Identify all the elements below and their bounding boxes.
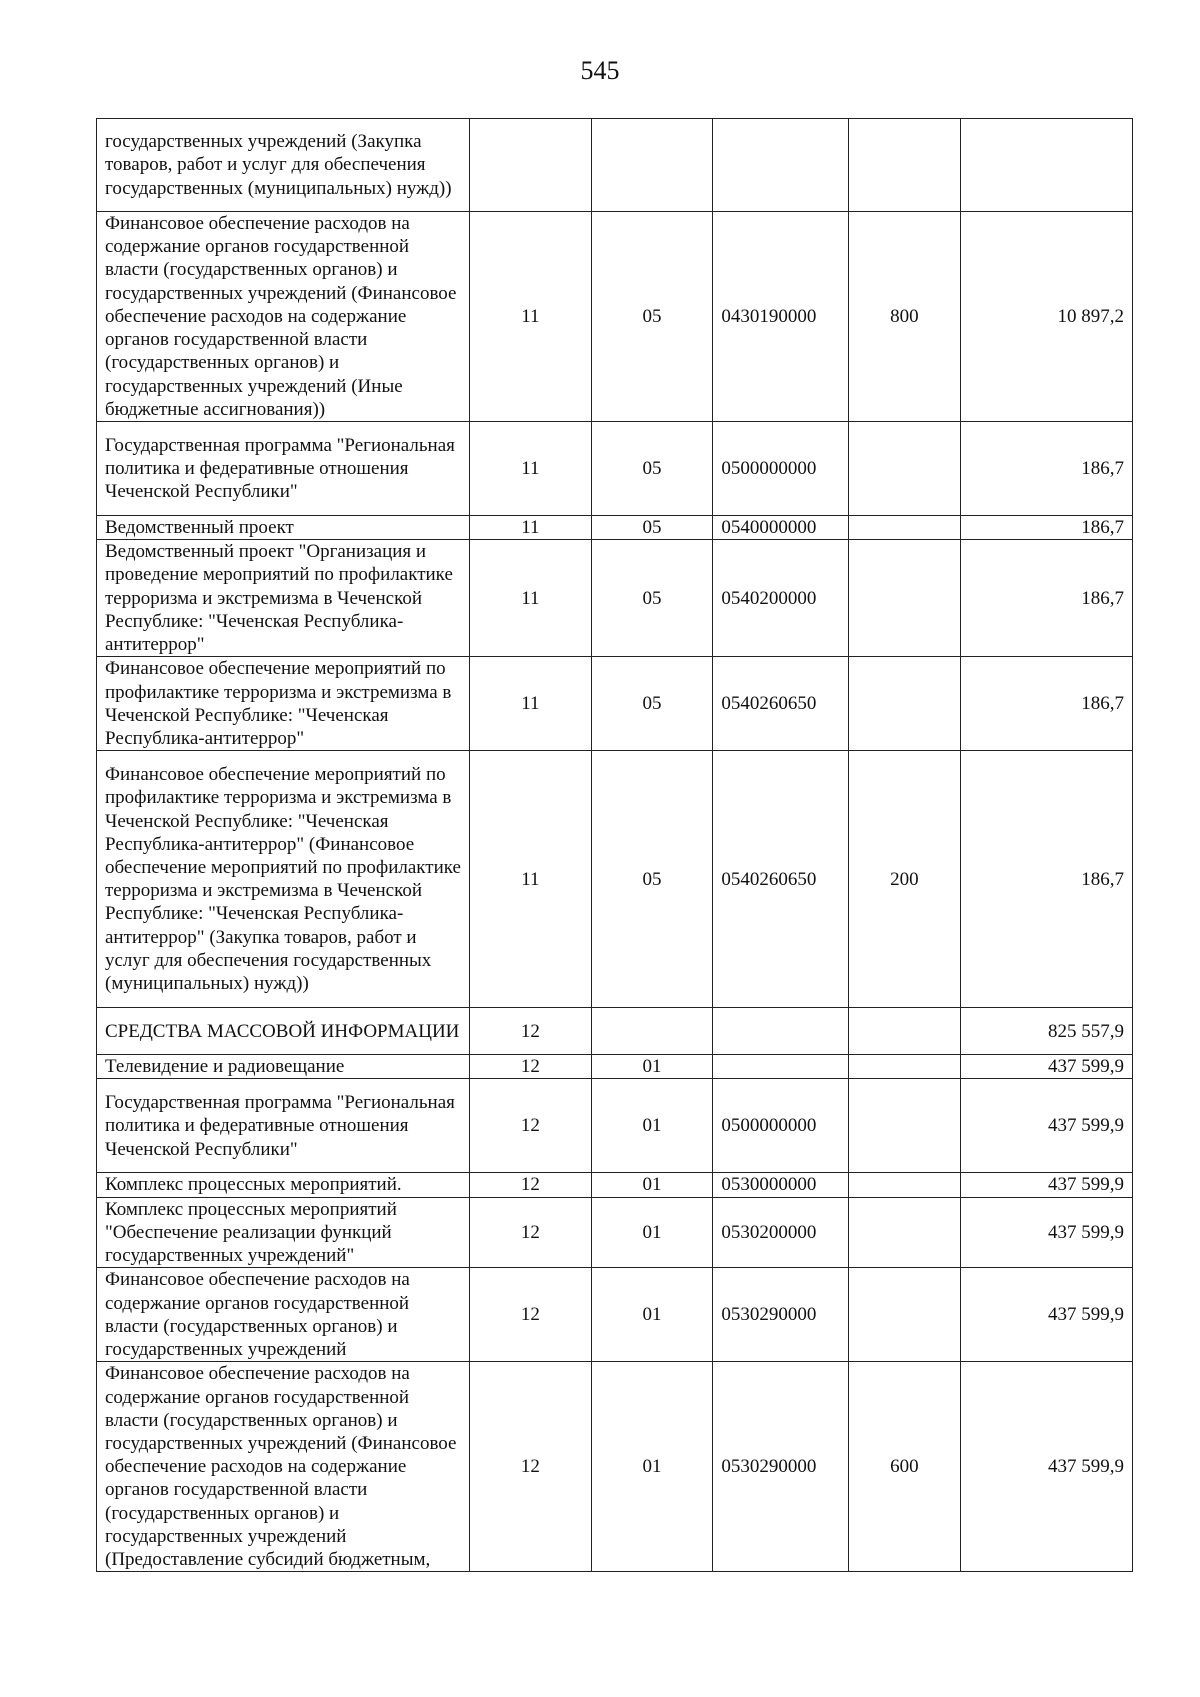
row-subsection: 01 <box>591 1268 713 1362</box>
row-expense-type <box>849 1055 961 1079</box>
row-expense-type <box>849 1008 961 1055</box>
row-name: Государственная программа "Региональная политика и федеративные отношения Чеченской Республики" <box>97 1079 470 1173</box>
row-target-article: 0540260650 <box>713 751 849 1008</box>
row-amount: 186,7 <box>960 516 1132 540</box>
budget-table <box>96 118 1133 1572</box>
row-target-article <box>713 1008 849 1055</box>
table-row <box>97 119 1133 212</box>
row-target-article: 0530290000 <box>713 1362 849 1572</box>
row-name: Ведомственный проект "Организация и проведение мероприятий по профилактике терроризма и экстремизма в Чеченской Республике: "Чеченская Республика-антитеррор" <box>97 540 470 657</box>
table-row <box>97 422 1133 516</box>
table-row <box>97 1173 1133 1197</box>
row-target-article <box>713 1055 849 1079</box>
row-subsection: 05 <box>591 657 713 751</box>
row-name: Ведомственный проект <box>97 516 470 540</box>
row-name: Финансовое обеспечение расходов на содержание органов государственной власти (государственных органов) и государственных учреждений (Финансовое обеспечение расходов на содержание органов государственной власти (государственных органов) и государственных учреждений (Иные бюджетные ассигнования)) <box>97 212 470 422</box>
row-section: 12 <box>470 1268 592 1362</box>
budget-table-body <box>97 119 1133 1572</box>
table-row <box>97 657 1133 751</box>
row-subsection <box>591 1008 713 1055</box>
row-expense-type <box>849 1268 961 1362</box>
row-subsection: 01 <box>591 1079 713 1173</box>
row-expense-type <box>849 422 961 516</box>
row-subsection: 05 <box>591 516 713 540</box>
row-subsection: 05 <box>591 422 713 516</box>
row-target-article: 0530200000 <box>713 1197 849 1268</box>
row-section: 11 <box>470 212 592 422</box>
row-section: 11 <box>470 657 592 751</box>
row-subsection: 05 <box>591 540 713 657</box>
row-expense-type <box>849 119 961 212</box>
table-row <box>97 1197 1133 1268</box>
row-expense-type <box>849 1173 961 1197</box>
table-row <box>97 1362 1133 1572</box>
row-target-article: 0540200000 <box>713 540 849 657</box>
row-section: 11 <box>470 751 592 1008</box>
row-amount: 437 599,9 <box>960 1173 1132 1197</box>
row-name: Комплекс процессных мероприятий. <box>97 1173 470 1197</box>
row-amount: 437 599,9 <box>960 1197 1132 1268</box>
table-row <box>97 1055 1133 1079</box>
row-amount: 186,7 <box>960 422 1132 516</box>
row-amount: 437 599,9 <box>960 1079 1132 1173</box>
row-section: 11 <box>470 540 592 657</box>
row-section: 12 <box>470 1079 592 1173</box>
row-amount: 437 599,9 <box>960 1268 1132 1362</box>
row-amount: 186,7 <box>960 540 1132 657</box>
row-section: 12 <box>470 1197 592 1268</box>
row-expense-type: 600 <box>849 1362 961 1572</box>
row-expense-type <box>849 1197 961 1268</box>
page-number: 545 <box>580 56 620 85</box>
row-expense-type <box>849 657 961 751</box>
row-amount: 186,7 <box>960 751 1132 1008</box>
row-name: Государственная программа "Региональная политика и федеративные отношения Чеченской Республики" <box>97 422 470 516</box>
row-target-article: 0430190000 <box>713 212 849 422</box>
table-row <box>97 1008 1133 1055</box>
row-section: 12 <box>470 1008 592 1055</box>
row-amount <box>960 119 1132 212</box>
row-amount: 437 599,9 <box>960 1055 1132 1079</box>
row-target-article: 0530290000 <box>713 1268 849 1362</box>
table-row <box>97 1079 1133 1173</box>
table-row <box>97 751 1133 1008</box>
row-amount: 10 897,2 <box>960 212 1132 422</box>
row-name: государственных учреждений (Закупка товаров, работ и услуг для обеспечения государственных (муниципальных) нужд)) <box>97 119 470 212</box>
row-subsection: 01 <box>591 1173 713 1197</box>
row-subsection: 05 <box>591 212 713 422</box>
row-target-article: 0500000000 <box>713 1079 849 1173</box>
row-subsection: 01 <box>591 1197 713 1268</box>
row-subsection <box>591 119 713 212</box>
row-section: 11 <box>470 516 592 540</box>
row-name: Финансовое обеспечение расходов на содержание органов государственной власти (государственных органов) и государственных учреждений <box>97 1268 470 1362</box>
row-section: 11 <box>470 422 592 516</box>
row-subsection: 01 <box>591 1055 713 1079</box>
table-row <box>97 212 1133 422</box>
row-subsection: 05 <box>591 751 713 1008</box>
row-name: Телевидение и радиовещание <box>97 1055 470 1079</box>
row-target-article: 0540000000 <box>713 516 849 540</box>
table-row <box>97 1268 1133 1362</box>
row-expense-type <box>849 540 961 657</box>
row-expense-type <box>849 1079 961 1173</box>
row-name: Финансовое обеспечение мероприятий по профилактике терроризма и экстремизма в Чеченской Республике: "Чеченская Республика-антитеррор" <box>97 657 470 751</box>
table-row <box>97 540 1133 657</box>
row-expense-type: 200 <box>849 751 961 1008</box>
row-target-article: 0540260650 <box>713 657 849 751</box>
row-section: 12 <box>470 1173 592 1197</box>
row-name: Комплекс процессных мероприятий "Обеспечение реализации функций государственных учреждений" <box>97 1197 470 1268</box>
row-name: Финансовое обеспечение расходов на содержание органов государственной власти (государственных органов) и государственных учреждений (Финансовое обеспечение расходов на содержание органов государственной власти (государственных органов) и государственных учреждений (Предоставление субсидий бюджетным, <box>97 1362 470 1572</box>
row-target-article: 0530000000 <box>713 1173 849 1197</box>
row-amount: 437 599,9 <box>960 1362 1132 1572</box>
row-section: 12 <box>470 1055 592 1079</box>
row-section <box>470 119 592 212</box>
row-section: 12 <box>470 1362 592 1572</box>
row-target-article: 0500000000 <box>713 422 849 516</box>
row-target-article <box>713 119 849 212</box>
row-expense-type: 800 <box>849 212 961 422</box>
row-name: СРЕДСТВА МАССОВОЙ ИНФОРМАЦИИ <box>97 1008 470 1055</box>
table-row <box>97 516 1133 540</box>
row-expense-type <box>849 516 961 540</box>
row-amount: 825 557,9 <box>960 1008 1132 1055</box>
row-name: Финансовое обеспечение мероприятий по профилактике терроризма и экстремизма в Чеченской Республике: "Чеченская Республика-антитеррор" (Финансовое обеспечение мероприятий по профилактике терроризма и экстремизма в Чеченской Республике: "Чеченская Республика-антитеррор" (Закупка товаров, работ и услуг для обеспечения государственных (муниципальных) нужд)) <box>97 751 470 1008</box>
row-subsection: 01 <box>591 1362 713 1572</box>
row-amount: 186,7 <box>960 657 1132 751</box>
